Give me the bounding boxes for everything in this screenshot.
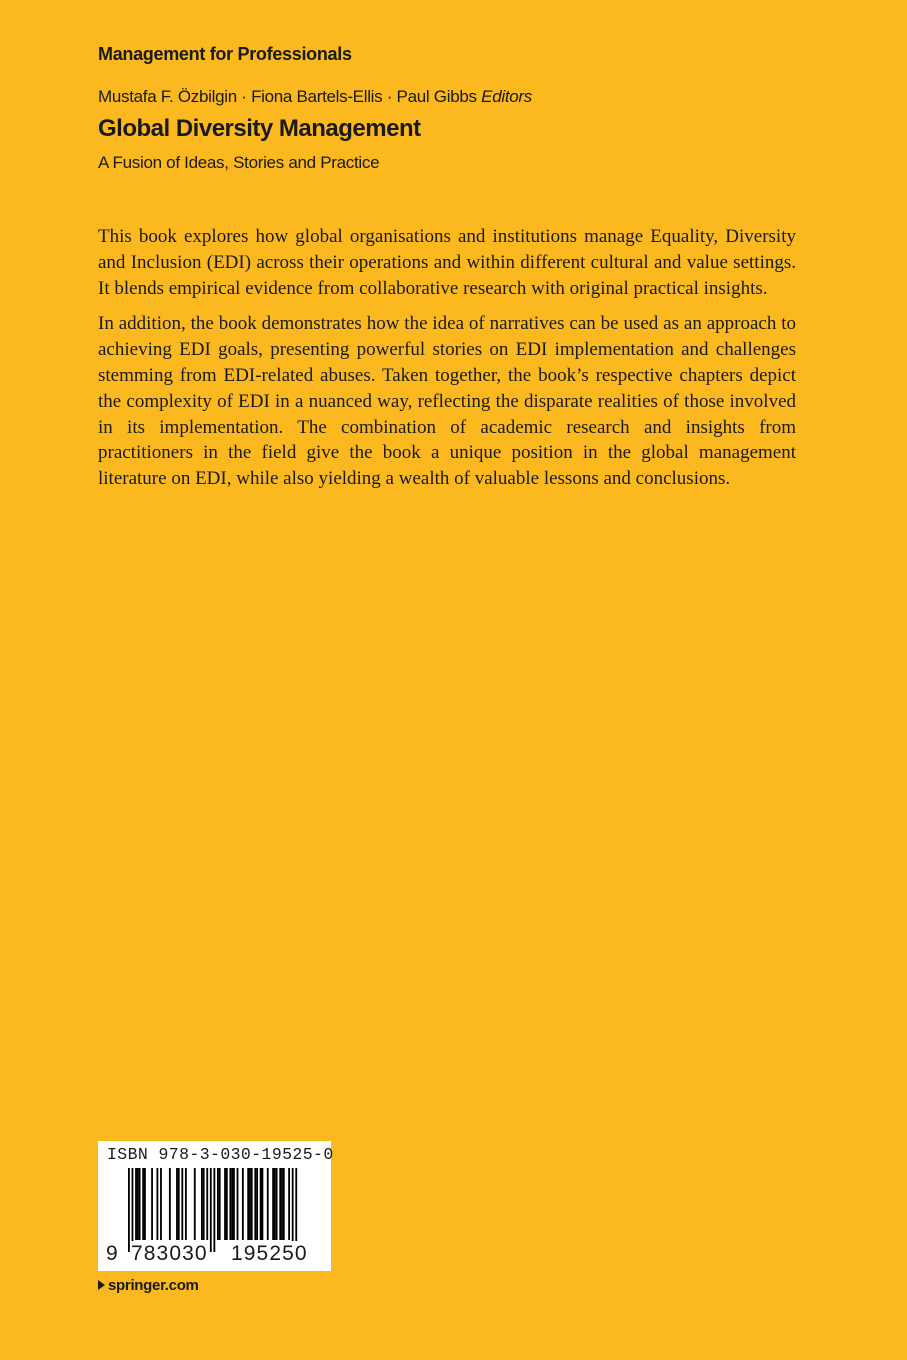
barcode-bar	[178, 1168, 180, 1240]
barcode-bar	[254, 1168, 256, 1240]
book-title: Global Diversity Management	[98, 115, 421, 142]
barcode-bar	[226, 1168, 228, 1240]
barcode-bar	[144, 1168, 146, 1240]
barcode-bar	[237, 1168, 239, 1240]
barcode-bar	[201, 1168, 203, 1240]
barcode-bar	[283, 1168, 285, 1240]
barcode-bar	[217, 1168, 219, 1240]
barcode-bar	[219, 1168, 221, 1240]
barcode-bar	[281, 1168, 283, 1240]
editor-names: Mustafa F. Özbilgin · Fiona Bartels-Ellis · Paul Gibbs	[98, 87, 477, 106]
barcode-bar	[185, 1168, 187, 1240]
barcode-bar	[274, 1168, 276, 1240]
barcode-bar	[139, 1168, 141, 1240]
barcode-bar	[156, 1168, 158, 1240]
barcode-bar	[151, 1168, 153, 1240]
barcode-bar	[213, 1168, 215, 1252]
barcode-bar	[203, 1168, 205, 1240]
barcode-bar	[288, 1168, 290, 1240]
barcode-bar	[206, 1168, 208, 1240]
description-paragraph-2: In addition, the book demonstrates how the idea of narratives can be used as an approach to achieving EDI goals, presenting powerful stories on EDI implementation and challenges stemming from EDI-related abuses. Taken together, the book’s respective chapters depict the complexity of EDI in a nuanced way, reflecting the disparate realities of those involved in its implementation. The combination of academic research and insights from practitioners in the field give the book a unique position in the global management literature on EDI, while also yielding a wealth of valuable lessons and conclusions.	[98, 313, 796, 490]
book-subtitle: A Fusion of Ideas, Stories and Practice	[98, 153, 380, 172]
ean-digit-lead: 9	[106, 1242, 118, 1265]
ean-digits-right: 195250	[231, 1242, 308, 1265]
barcode-bar	[128, 1168, 130, 1252]
editors-role: Editors	[481, 87, 532, 106]
barcode-bar	[132, 1168, 134, 1252]
barcode-bar	[231, 1168, 233, 1240]
barcode-bar	[292, 1168, 294, 1252]
isbn-label: ISBN 978-3-030-19525-0	[107, 1145, 334, 1164]
barcode-bar	[181, 1168, 183, 1240]
barcode-bar	[251, 1168, 253, 1240]
description-paragraph-1: This book explores how global organisations and institutions manage Equality, Diversity and Inclusion (EDI) across their operations and within different cultural and value settings. It blends empirical evidence from collaborative research with original practical insights.	[98, 226, 796, 299]
barcode-bar	[279, 1168, 281, 1240]
barcode-bar	[142, 1168, 144, 1240]
barcode-bar	[210, 1168, 212, 1252]
isbn-barcode	[98, 1141, 334, 1271]
barcode-bar	[224, 1168, 226, 1240]
barcode-bar	[276, 1168, 278, 1240]
barcode-bar	[229, 1168, 231, 1240]
barcode-bar	[176, 1168, 178, 1240]
barcode-bar	[194, 1168, 196, 1240]
publisher-link[interactable]	[98, 1277, 199, 1294]
barcode-bar	[160, 1168, 162, 1240]
barcode-bar	[247, 1168, 249, 1240]
barcode-bar	[272, 1168, 274, 1240]
barcode-bar	[267, 1168, 269, 1240]
barcode-bar	[295, 1168, 297, 1252]
editors-line	[98, 87, 532, 107]
barcode-bar	[233, 1168, 235, 1240]
barcode-bar	[249, 1168, 251, 1240]
barcode-bar	[256, 1168, 258, 1240]
triangle-right-icon	[98, 1280, 105, 1290]
series-title: Management for Professionals	[98, 44, 352, 64]
barcode-bar	[262, 1168, 264, 1240]
barcode-bar	[137, 1168, 139, 1240]
publisher-url: springer.com	[108, 1277, 199, 1294]
barcode-bar	[260, 1168, 262, 1240]
book-description	[98, 224, 796, 502]
barcode-bar	[242, 1168, 244, 1240]
ean-digits-left: 783030	[131, 1242, 208, 1265]
barcode-bar	[169, 1168, 171, 1240]
barcode-bar	[135, 1168, 137, 1240]
